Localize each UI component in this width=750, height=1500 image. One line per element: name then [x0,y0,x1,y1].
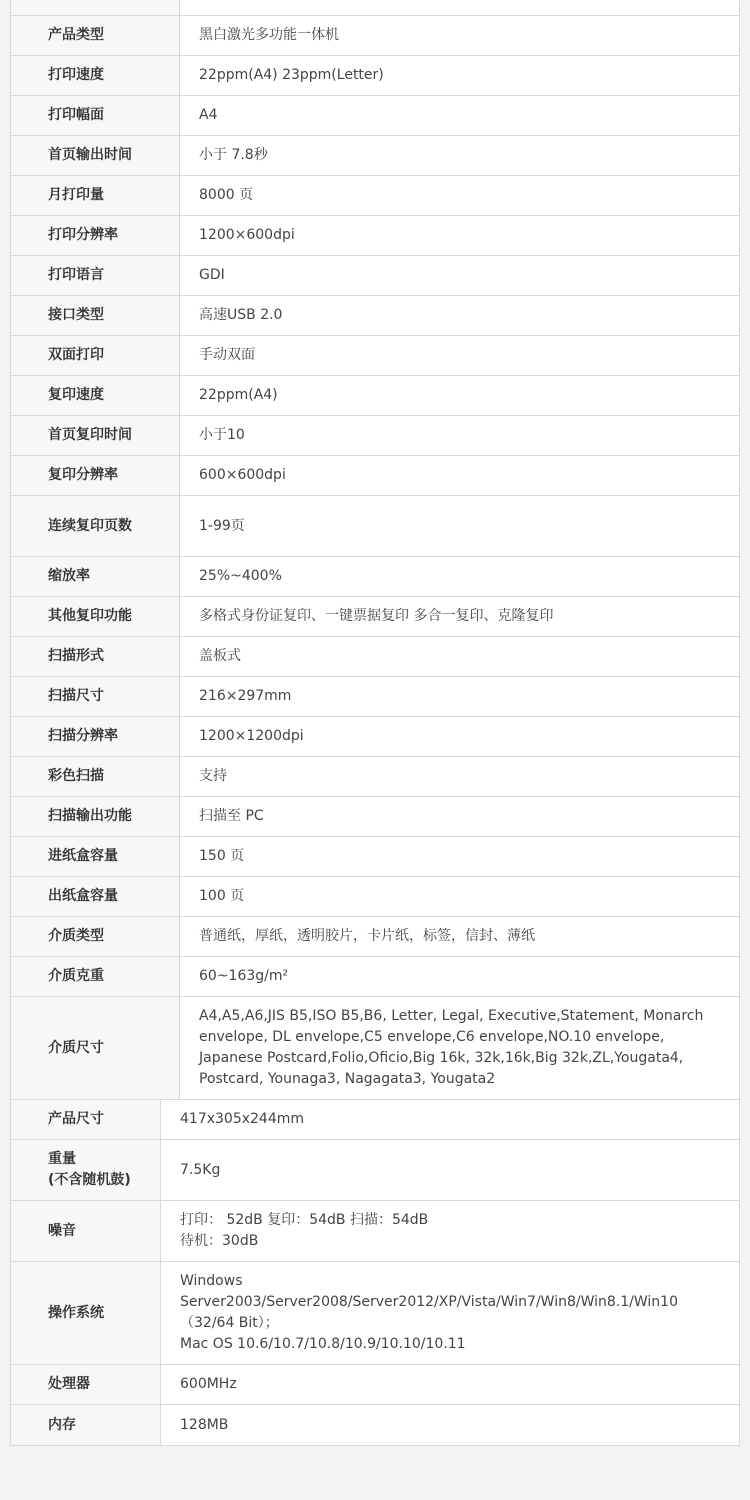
row-label: 介质尺寸 [11,997,180,1099]
table-row-clipped-top [11,0,739,16]
row-label: 扫描尺寸 [11,677,180,716]
row-value: 小于 7.8秒 [180,136,739,175]
table-row [11,256,739,296]
table-row [11,957,739,997]
row-label: 出纸盒容量 [11,877,180,916]
table-row [11,997,739,1100]
table-row [11,797,739,837]
table-row [11,677,739,717]
row-label: 双面打印 [11,336,180,375]
row-value: 600×600dpi [180,456,739,495]
table-row [11,16,739,56]
table-row [11,416,739,456]
table-row [11,296,739,336]
row-value: 128MB [161,1405,739,1445]
table-row [11,96,739,136]
table-row [11,637,739,677]
row-label: 内存 [11,1405,161,1445]
row-label-text: 重量 (不含随机鼓) [48,1151,131,1188]
table-row [11,1405,739,1445]
table-row [11,496,739,557]
row-label: 彩色扫描 [11,757,180,796]
row-value: A4,A5,A6,JIS B5,ISO B5,B6, Letter, Legal, Executive,Statement, Monarch envelope, DL envelope,C5 envelope,C6 envelope,NO.10 envelope, Japanese Postcard,Folio,Oficio,Big 16k, 32k,16k,Big 32k,ZL,Yougata4, Postcard, Younaga3, Nagagata3, Yougata2 [180,997,739,1099]
table-row [11,176,739,216]
table-row [11,216,739,256]
table-row [11,136,739,176]
row-label: 噪音 [11,1201,161,1261]
row-value: 1-99页 [180,496,739,556]
row-label: 首页输出时间 [11,136,180,175]
row-label: 介质克重 [11,957,180,996]
row-label: 处理器 [11,1365,161,1404]
row-label: 进纸盒容量 [11,837,180,876]
row-value: 普通纸，厚纸，透明胶片，卡片纸，标签，信封、薄纸 [180,917,739,956]
row-label: 扫描形式 [11,637,180,676]
row-value: 8000 页 [180,176,739,215]
row-value [180,0,739,15]
row-label: 扫描输出功能 [11,797,180,836]
row-value: 支持 [180,757,739,796]
row-label: 复印速度 [11,376,180,415]
table-row [11,557,739,597]
row-label [11,0,180,15]
row-value: 扫描至 PC [180,797,739,836]
row-value: 1200×600dpi [180,216,739,255]
row-value: 22ppm(A4) [180,376,739,415]
table-row [11,597,739,637]
row-label: 打印分辨率 [11,216,180,255]
row-value: 216×297mm [180,677,739,716]
row-label: 连续复印页数 [11,496,180,556]
row-label: 月打印量 [11,176,180,215]
table-row [11,1201,739,1262]
table-row [11,877,739,917]
row-value: 22ppm(A4) 23ppm(Letter) [180,56,739,95]
row-value-text: Windows Server2003/Server2008/Server2012/XP/Vista/Win7/Win8/Win8.1/Win10（32/64 Bit）； Mac OS 10.6/10.7/10.8/10.9/10.10/10.11 [180,1273,678,1352]
row-value: 417x305x244mm [161,1100,739,1139]
table-row [11,1100,739,1140]
table-row [11,336,739,376]
table-row [11,717,739,757]
spec-table [10,0,740,1446]
table-row [11,1365,739,1405]
row-value: GDI [180,256,739,295]
row-value-text: 打印： 52dB 复印：54dB 扫描：54dB 待机：30dB [180,1212,429,1249]
row-label: 产品类型 [11,16,180,55]
table-row [11,757,739,797]
row-label: 首页复印时间 [11,416,180,455]
row-label: 打印幅面 [11,96,180,135]
row-label: 打印语言 [11,256,180,295]
row-label: 打印速度 [11,56,180,95]
table-row [11,376,739,416]
row-label: 操作系统 [11,1262,161,1364]
row-label: 扫描分辨率 [11,717,180,756]
row-value [161,1201,739,1261]
table-row [11,1140,739,1201]
row-label: 缩放率 [11,557,180,596]
row-value [161,1262,739,1364]
row-value: 黑白激光多功能一体机 [180,16,739,55]
row-value: 100 页 [180,877,739,916]
row-value: 600MHz [161,1365,739,1404]
row-label [11,1140,161,1200]
row-value: 小于10 [180,416,739,455]
table-row [11,917,739,957]
row-label: 复印分辨率 [11,456,180,495]
row-value: 60~163g/m² [180,957,739,996]
row-value: 手动双面 [180,336,739,375]
row-value: 1200×1200dpi [180,717,739,756]
table-row [11,56,739,96]
row-value: 25%~400% [180,557,739,596]
row-label: 接口类型 [11,296,180,335]
row-label: 介质类型 [11,917,180,956]
row-value: 150 页 [180,837,739,876]
table-row [11,837,739,877]
table-row [11,1262,739,1365]
row-value: A4 [180,96,739,135]
row-value: 多格式身份证复印、一键票据复印 多合一复印、克隆复印 [180,597,739,636]
row-value: 高速USB 2.0 [180,296,739,335]
table-row [11,456,739,496]
row-value: 盖板式 [180,637,739,676]
row-value: 7.5Kg [161,1140,739,1200]
row-label: 产品尺寸 [11,1100,161,1139]
row-label: 其他复印功能 [11,597,180,636]
